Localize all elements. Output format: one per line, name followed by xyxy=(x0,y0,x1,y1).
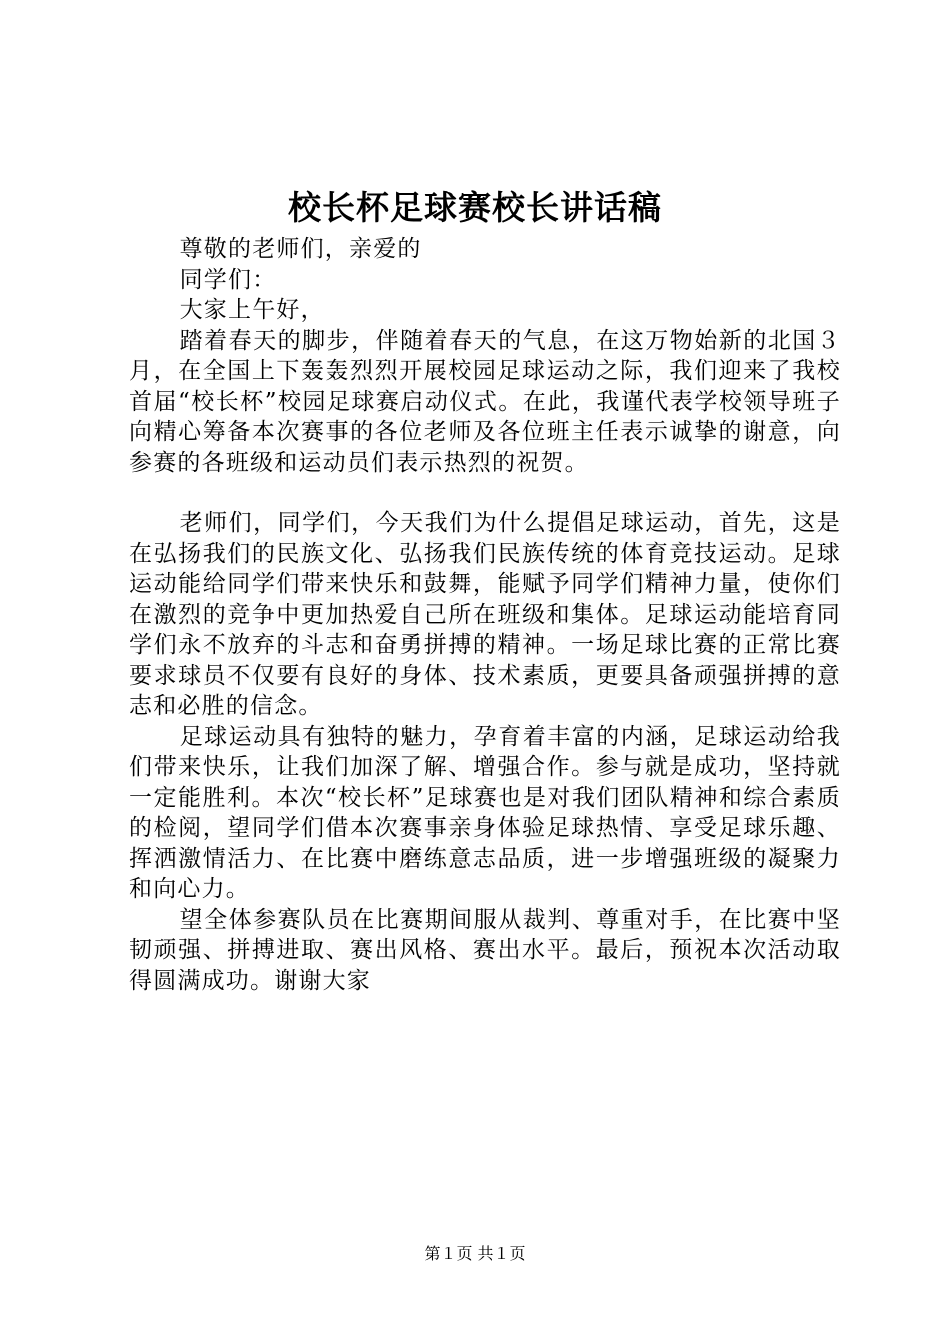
paragraph-1: 踏着春天的脚步，伴随着春天的气息，在这万物始新的北国３月，在全国上下轰轰烈烈开展校园足球运动之际，我们迎来了我校首届“校长杯”校园足球赛启动仪式。在此，我谨代表学校领导班子向精心筹备本次赛事的各位老师及各位班主任表示诚挚的谢意，向参赛的各班级和运动员们表示热烈的祝贺。 xyxy=(129,327,841,476)
greeting: 大家上午好， xyxy=(179,297,325,323)
paragraph-2: 老师们，同学们，今天我们为什么提倡足球运动，首先，这是在弘扬我们的民族文化、弘扬我们民族传统的体育竞技运动。足球运动能给同学们带来快乐和鼓舞，能赋予同学们精神力量，使你们在激烈的竞争中更加热爱自己所在班级和集体。足球运动能培育同学们永不放弃的斗志和奋勇拼搏的精神。一场足球比赛的正常比赛要求球员不仅要有良好的身体、技术素质，更要具备顽强拼搏的意志和必胜的信念。 xyxy=(129,510,841,719)
document-title: 校长杯足球赛校长讲话稿 xyxy=(288,188,662,227)
paragraph-3: 足球运动具有独特的魅力，孕育着丰富的内涵，足球运动给我们带来快乐，让我们加深了解、增强合作。参与就是成功，坚持就一定能胜利。本次“校长杯”足球赛也是对我们团队精神和综合素质的检阅，望同学们借本次赛事亲身体验足球热情、享受足球乐趣、挥洒激情活力、在比赛中磨练意志品质，进一步增强班级的凝聚力和向心力。 xyxy=(129,723,841,902)
salutation-line-1: 尊敬的老师们，亲爱的 xyxy=(179,236,422,262)
document-body xyxy=(129,234,841,996)
page-footer xyxy=(0,1243,950,1265)
salutation-line-2: 同学们： xyxy=(179,266,277,293)
paragraph-4: 望全体参赛队员在比赛期间服从裁判、尊重对手，在比赛中坚韧顽强、拼搏进取、赛出风格、赛出水平。最后，预祝本次活动取得圆满成功。谢谢大家 xyxy=(129,906,841,994)
page-number: 第１页 共１页 xyxy=(424,1244,526,1263)
